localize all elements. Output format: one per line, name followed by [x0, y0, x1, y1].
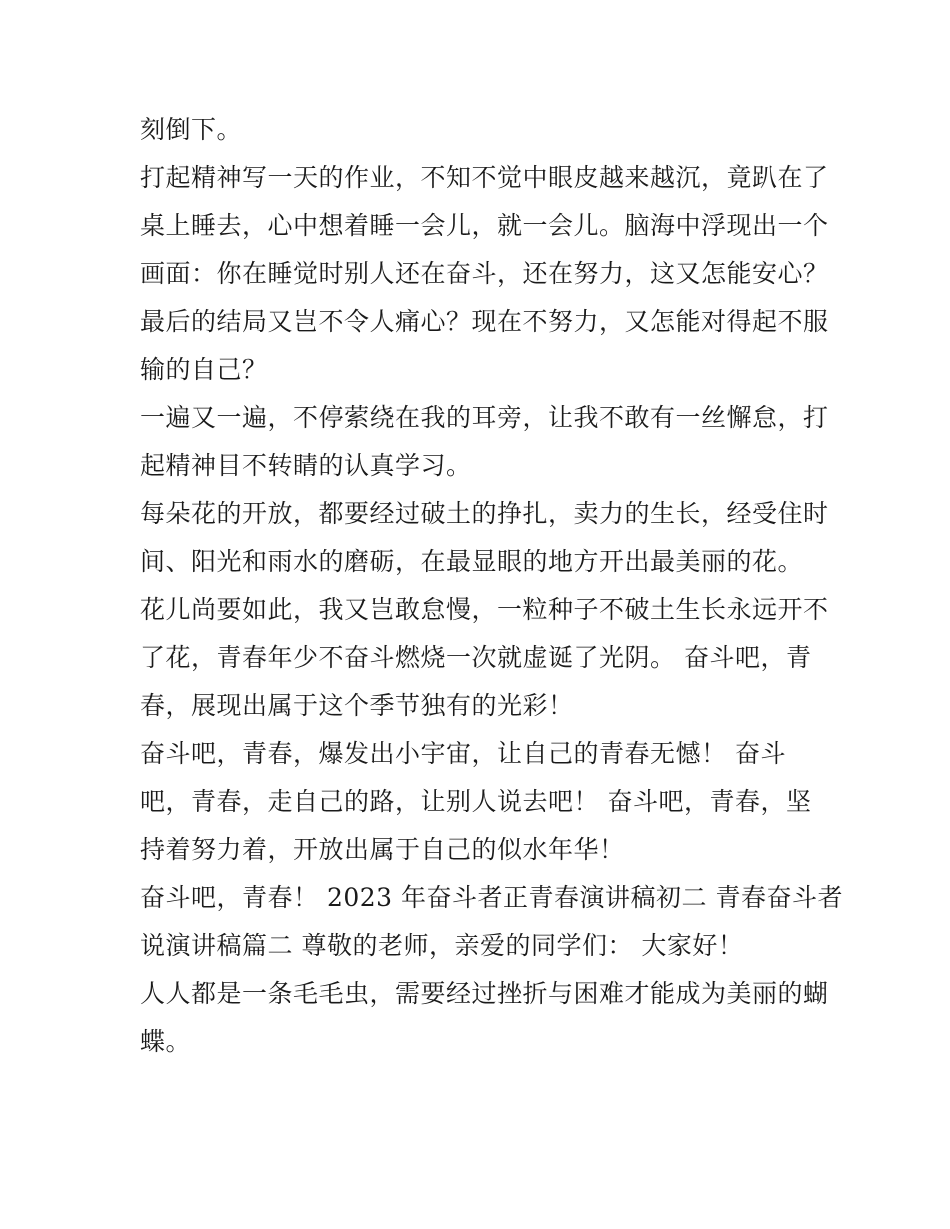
text-line: 桌上睡去，心中想着睡一会儿，就一会儿。脑海中浮现出一个 — [140, 211, 829, 240]
text-line: 奋斗吧，青春，爆发出小宇宙，让自己的青春无憾！ 奋斗 — [140, 739, 786, 768]
text-line: 最后的结局又岂不令人痛心？现在不努力，又怎能对得起不服 — [140, 307, 829, 336]
document-body — [140, 106, 843, 1066]
text-line: 说演讲稿篇二 尊敬的老师，亲爱的同学们： 大家好！ — [140, 931, 744, 960]
text-line: 输的自己？ — [140, 355, 268, 384]
text-line: 刻倒下。 — [140, 115, 243, 144]
text-line: 一遍又一遍，不停萦绕在我的耳旁，让我不敢有一丝懈怠，打 — [140, 403, 829, 432]
text-line: 打起精神写一天的作业，不知不觉中眼皮越来越沉，竟趴在了 — [140, 163, 829, 192]
text-line: 每朵花的开放，都要经过破土的挣扎，卖力的生长，经受住时 — [140, 499, 829, 528]
text-line: 持着努力着，开放出属于自己的似水年华！ — [140, 835, 625, 864]
text-line: 奋斗吧，青春！ 2023 年奋斗者正青春演讲稿初二 青春奋斗者 — [140, 883, 843, 912]
text-line: 花儿尚要如此，我又岂敢怠慢，一粒种子不破土生长永远开不 — [140, 595, 829, 624]
text-line: 了花，青春年少不奋斗燃烧一次就虚诞了光阴。 奋斗吧，青 — [140, 643, 812, 672]
text-line: 人人都是一条毛毛虫，需要经过挫折与困难才能成为美丽的蝴 — [140, 979, 829, 1008]
text-line: 起精神目不转睛的认真学习。 — [140, 451, 472, 480]
text-line: 吧，青春，走自己的路，让别人说去吧！ 奋斗吧，青春，坚 — [140, 787, 812, 816]
text-line: 蝶。 — [140, 1027, 192, 1056]
text-line: 间、阳光和雨水的磨砺，在最显眼的地方开出最美丽的花。 — [140, 547, 804, 576]
text-line: 春，展现出属于这个季节独有的光彩！ — [140, 691, 574, 720]
text-line: 画面：你在睡觉时别人还在奋斗，还在努力，这又怎能安心？ — [140, 259, 829, 288]
